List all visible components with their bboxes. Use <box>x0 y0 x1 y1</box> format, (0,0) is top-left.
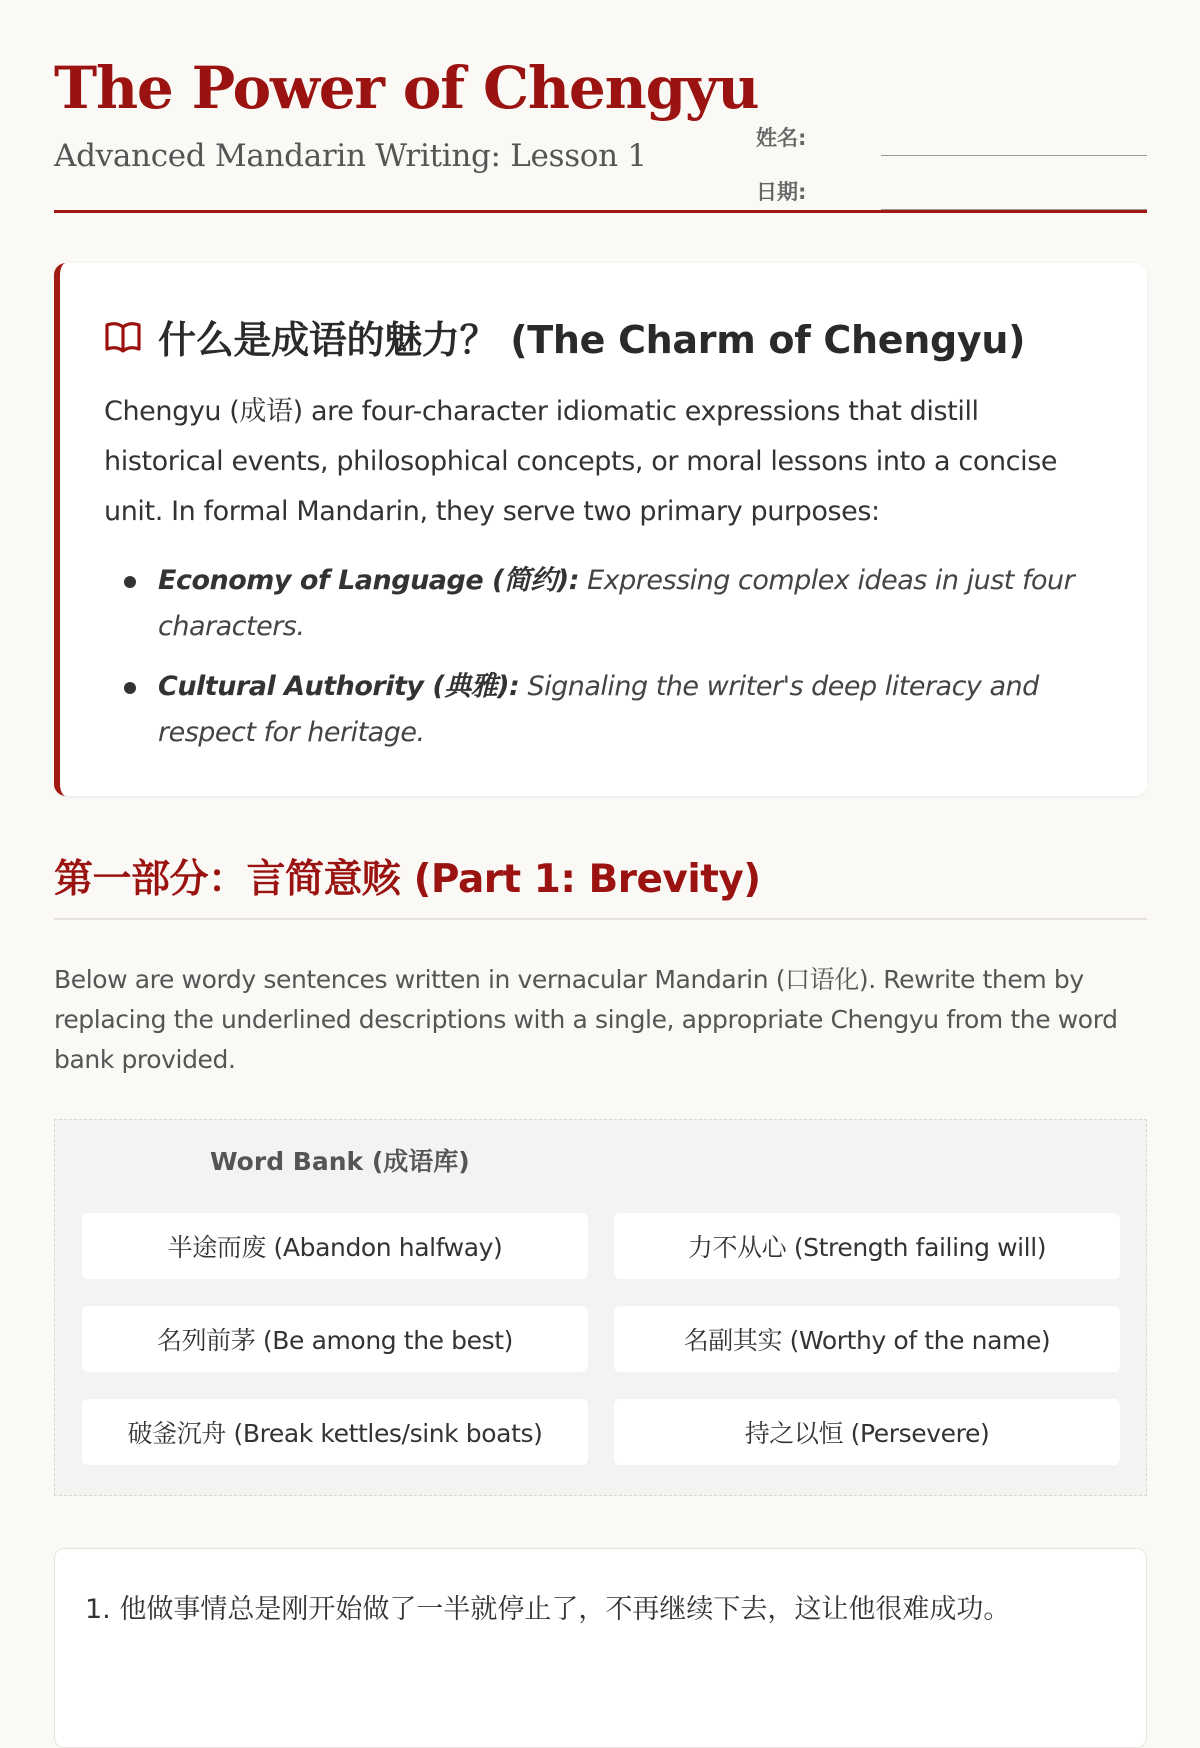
intro-heading: 什么是成语的魅力？ (The Charm of Chengyu) <box>158 318 1026 362</box>
part1-heading <box>54 848 1147 920</box>
point-text: Signaling the writer's deep literacy and respect for heritage. <box>158 671 1039 748</box>
name-label: 姓名: <box>756 126 807 150</box>
word-bank-title: Word Bank (成语库) <box>210 1147 470 1176</box>
part1-instructions: Below are wordy sentences written in vernacular Mandarin (口语化). Rewrite them by replacing the underlined descriptions with a single, appropriate Chengyu from the word bank provided. <box>54 965 1118 1074</box>
open-book-icon <box>104 320 142 354</box>
word-bank <box>54 1119 1147 1496</box>
page-title: The Power of Chengyu <box>54 54 759 122</box>
intro-card <box>54 263 1147 796</box>
name-field <box>756 118 1147 158</box>
page-subtitle: Advanced Mandarin Writing: Lesson 1 <box>54 138 647 174</box>
exercise-item-1: 1. 他做事情总是刚开始做了一半就停止了，不再继续下去，这让他很难成功。 <box>85 1594 1011 1625</box>
list-item <box>104 558 1104 650</box>
worksheet-header <box>54 50 1147 213</box>
list-item <box>104 664 1104 756</box>
exercise-card <box>54 1548 1147 1748</box>
intro-heading-row <box>104 309 1025 364</box>
intro-body: Chengyu (成语) are four-character idiomatic expressions that distill historical events, philosophical concepts, or moral lessons into a concise unit. In formal Mandarin, they serve two primary purposes: <box>104 396 1058 527</box>
word-bank-item: 力不从心 (Strength failing will) <box>614 1213 1120 1279</box>
name-blank-line[interactable] <box>881 155 1147 156</box>
date-field <box>756 172 1147 212</box>
intro-points-list <box>104 558 1104 770</box>
date-label: 日期: <box>756 180 807 204</box>
word-bank-item: 名副其实 (Worthy of the name) <box>614 1306 1120 1372</box>
point-text: Expressing complex ideas in just four characters. <box>158 565 1075 642</box>
word-bank-item: 持之以恒 (Persevere) <box>614 1399 1120 1465</box>
point-term: Economy of Language (简约): <box>158 565 580 596</box>
word-bank-item: 破釜沉舟 (Break kettles/sink boats) <box>82 1399 588 1465</box>
date-blank-line[interactable] <box>881 209 1147 210</box>
point-term: Cultural Authority (典雅): <box>158 671 520 702</box>
word-bank-item: 名列前茅 (Be among the best) <box>82 1306 588 1372</box>
part1-title: 第一部分：言简意赅 (Part 1: Brevity) <box>54 857 761 902</box>
word-bank-item: 半途而废 (Abandon halfway) <box>82 1213 588 1279</box>
word-bank-grid <box>82 1213 1118 1465</box>
